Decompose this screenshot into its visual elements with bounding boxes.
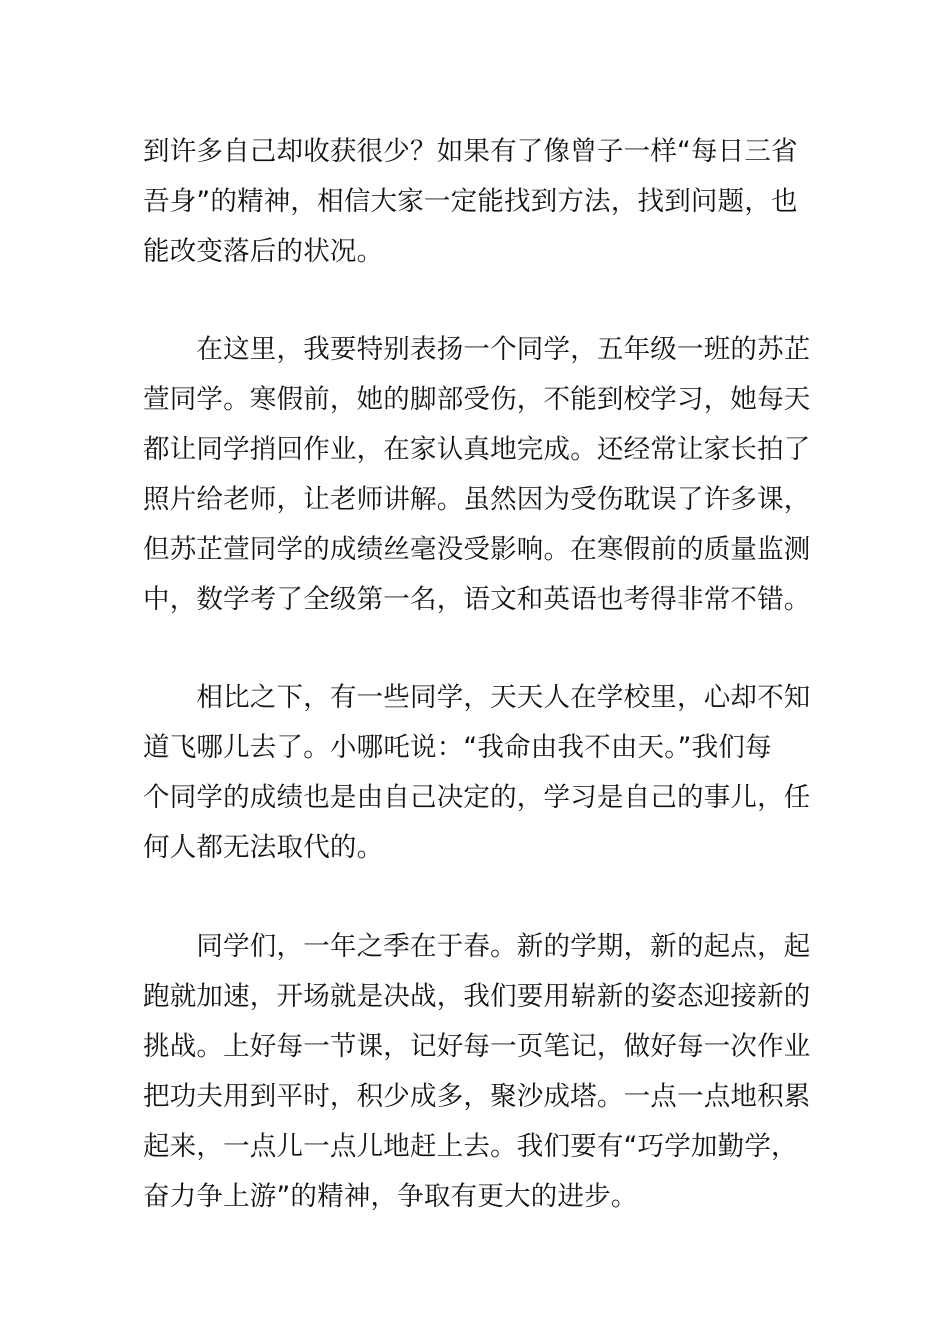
paragraph-4-line-5: 起来，一点儿一点儿地赶上去。我们要有“巧学加勤学，: [143, 1131, 798, 1162]
paragraph-3-line-4: 何人都无法取代的。: [143, 832, 384, 863]
paragraph-2-line-4: 照片给老师，让老师讲解。虽然因为受伤耽误了许多课，: [143, 484, 811, 515]
paragraph-2-line-6: 中，数学考了全级第一名，语文和英语也考得非常不错。: [143, 584, 811, 615]
paragraph-1-line-3: 能改变落后的状况。: [143, 236, 384, 267]
paragraph-3-line-1: 相比之下，有一些同学，天天人在学校里，心却不知: [143, 682, 811, 713]
paragraph-4-line-2: 跑就加速，开场就是决战，我们要用崭新的姿态迎接新的: [143, 981, 811, 1012]
paragraph-4-line-6: 奋力争上游”的精神，争取有更大的进步。: [143, 1181, 638, 1212]
paragraph-2-line-5: 但苏芷萱同学的成绩丝毫没受影响。在寒假前的质量监测: [143, 534, 811, 565]
paragraph-1-line-2: 吾身”的精神，相信大家一定能找到方法，找到问题，也: [143, 186, 798, 217]
paragraph-4-line-4: 把功夫用到平时，积少成多，聚沙成塔。一点一点地积累: [143, 1081, 811, 1112]
paragraph-4-line-1: 同学们，一年之季在于春。新的学期，新的起点，起: [143, 931, 811, 962]
paragraph-3-line-2: 道飞哪儿去了。小哪吒说：“我命由我不由天。”我们每: [143, 732, 772, 763]
paragraph-1-line-1: 到许多自己却收获很少？如果有了像曾子一样“每日三省: [143, 136, 798, 167]
paragraph-2-line-3: 都让同学捎回作业，在家认真地完成。还经常让家长拍了: [143, 434, 811, 465]
paragraph-4-line-3: 挑战。上好每一节课，记好每一页笔记，做好每一次作业: [143, 1031, 811, 1062]
paragraph-2-line-2: 萱同学。寒假前，她的脚部受伤，不能到校学习，她每天: [143, 384, 811, 415]
paragraph-2-line-1: 在这里，我要特别表扬一个同学，五年级一班的苏芷: [143, 334, 811, 365]
paragraph-3-line-3: 个同学的成绩也是由自己决定的，学习是自己的事儿，任: [143, 782, 811, 813]
